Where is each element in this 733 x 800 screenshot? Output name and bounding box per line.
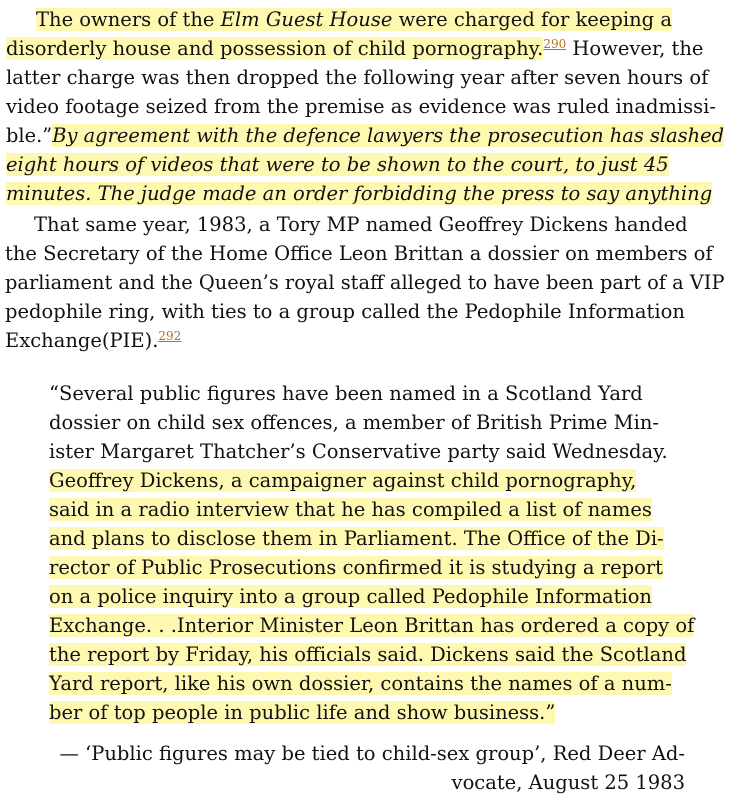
- quote-line-1: “Several public figures have been named in a Scotland Yard: [49, 382, 643, 405]
- para1-line-1: The owners of the Elm Guest House were charged for keeping a: [36, 8, 672, 31]
- quote-line-5: said in a radio interview that he has compiled a list of names: [49, 498, 652, 521]
- quote-line-8: on a police inquiry into a group called Pedophile Information: [49, 585, 652, 608]
- quote-line-10: the report by Friday, his officials said. Dickens said the Scotland: [49, 643, 687, 666]
- quote-line-6: and plans to disclose them in Parliament. The Office of the Di-: [49, 527, 664, 550]
- para1-line-3: latter charge was then dropped the following year after seven hours of: [6, 66, 709, 89]
- quote-line-7: rector of Public Prosecutions confirmed it is studying a report: [49, 556, 663, 579]
- para2-line-3: parliament and the Queen’s royal staff alleged to have been part of a VIP: [5, 271, 725, 294]
- para2-line-2: the Secretary of the Home Office Leon Brittan a dossier on members of: [5, 242, 713, 265]
- quote-line-9: Exchange. . .Interior Minister Leon Brittan has ordered a copy of: [49, 614, 695, 637]
- para1-line-5: ble.”By agreement with the defence lawyers the prosecution has slashed: [6, 124, 725, 147]
- quote-line-2: dossier on child sex offences, a member of British Prime Min-: [49, 411, 659, 434]
- quote-line-4: Geoffrey Dickens, a campaigner against child pornography,: [49, 469, 637, 492]
- footnote-link-292[interactable]: 292: [158, 329, 182, 343]
- para1-line-4: video footage seized from the premise as evidence was ruled inadmissi-: [6, 95, 716, 118]
- para1-line-2: disorderly house and possession of child pornography.$^{290}$ However, the: [6, 37, 704, 60]
- para2-line-5: Exchange(PIE).$^{292}$: [5, 329, 182, 352]
- quote-line-3: ister Margaret Thatcher’s Conservative party said Wednesday.: [49, 440, 668, 463]
- quote-line-12: ber of top people in public life and show business.”: [49, 701, 556, 724]
- para1-line-7: minutes. The judge made an order forbidding the press to say anything: [6, 182, 713, 205]
- para2-line-4: pedophile ring, with ties to a group called the Pedophile Information: [5, 300, 685, 323]
- attribution-line-2: vocate, August 25 1983: [451, 771, 685, 794]
- footnote-link-290[interactable]: 290: [543, 37, 567, 51]
- attribution-line-1: — ‘Public figures may be tied to child-sex group’, Red Deer Ad-: [59, 742, 685, 765]
- para2-line-1: That same year, 1983, a Tory MP named Geoffrey Dickens handed: [34, 213, 688, 236]
- para1-line-6: eight hours of videos that were to be shown to the court, to just 45: [6, 153, 669, 176]
- quote-line-11: Yard report, like his own dossier, contains the names of a num-: [49, 672, 672, 695]
